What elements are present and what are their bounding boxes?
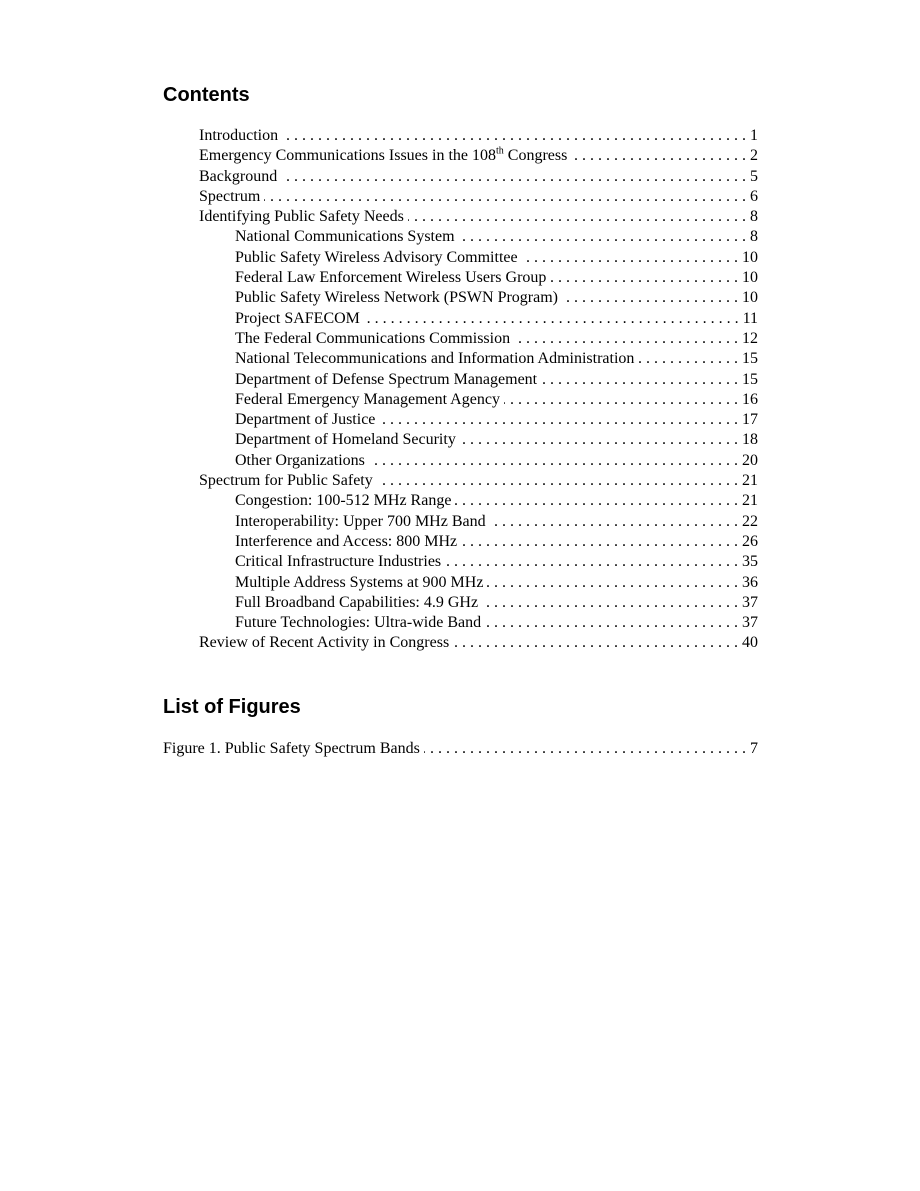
entry-page-number: 26 bbox=[742, 532, 758, 550]
entry-title: Review of Recent Activity in Congress bbox=[199, 634, 450, 652]
toc-entry[interactable] bbox=[163, 633, 758, 653]
entry-page-number: 15 bbox=[742, 370, 758, 388]
entry-title: Project SAFECOM bbox=[235, 309, 360, 327]
entry-page-number: 5 bbox=[750, 167, 758, 185]
list-of-figures-heading: List of Figures bbox=[163, 696, 301, 718]
entry-title: Department of Justice bbox=[235, 411, 376, 429]
entry-page-number: 21 bbox=[742, 472, 758, 490]
entry-title: Interference and Access: 800 MHz bbox=[235, 532, 458, 550]
entry-title: Interoperability: Upper 700 MHz Band bbox=[235, 512, 486, 530]
entry-title-text: Emergency Communications Issues in the 108 bbox=[199, 147, 496, 165]
entry-page-number: 16 bbox=[742, 390, 758, 408]
entry-page-number: 15 bbox=[742, 350, 758, 368]
toc-entry[interactable] bbox=[163, 593, 758, 613]
entry-title: Other Organizations bbox=[235, 451, 365, 469]
toc-entry[interactable] bbox=[163, 430, 758, 450]
toc-entry[interactable] bbox=[163, 370, 758, 390]
toc-entry[interactable] bbox=[163, 329, 758, 349]
entry-title: Federal Law Enforcement Wireless Users Group bbox=[235, 269, 547, 287]
toc-entry[interactable] bbox=[163, 410, 758, 430]
dot-leader bbox=[281, 167, 746, 187]
dot-leader bbox=[461, 532, 738, 552]
dot-leader bbox=[487, 573, 738, 593]
entry-page-number: 7 bbox=[750, 740, 758, 757]
toc-entry[interactable] bbox=[163, 552, 758, 572]
toc-entry[interactable] bbox=[163, 207, 758, 227]
entry-title: Background bbox=[199, 167, 278, 185]
entry-page-number: 8 bbox=[750, 208, 758, 226]
dot-leader bbox=[490, 512, 738, 532]
dot-leader bbox=[408, 207, 746, 227]
contents-heading: Contents bbox=[163, 84, 250, 106]
toc-entry[interactable] bbox=[163, 512, 758, 532]
dot-leader bbox=[514, 329, 738, 349]
entry-title-text: Congress bbox=[503, 147, 568, 165]
toc-entry[interactable] bbox=[163, 187, 758, 207]
entry-title: Critical Infrastructure Industries bbox=[235, 553, 442, 571]
entry-page-number: 11 bbox=[742, 309, 758, 327]
toc-entry[interactable] bbox=[163, 471, 758, 491]
entry-title: Multiple Address Systems at 900 MHz bbox=[235, 573, 484, 591]
entry-title-superscript: th bbox=[496, 145, 504, 157]
entry-title: Public Safety Wireless Advisory Committee bbox=[235, 248, 518, 266]
dot-leader bbox=[638, 349, 738, 369]
toc-entry[interactable] bbox=[163, 268, 758, 288]
entry-page-number: 2 bbox=[750, 147, 758, 165]
toc-entry[interactable] bbox=[163, 288, 758, 308]
dot-leader bbox=[460, 430, 738, 450]
dot-leader bbox=[482, 593, 738, 613]
toc-entry[interactable] bbox=[163, 227, 758, 247]
toc-entry[interactable] bbox=[163, 167, 758, 187]
dot-leader bbox=[424, 739, 746, 759]
entry-page-number: 20 bbox=[742, 451, 758, 469]
toc-entry[interactable] bbox=[163, 126, 758, 146]
toc-entry[interactable] bbox=[163, 248, 758, 268]
entry-title: Congestion: 100-512 MHz Range bbox=[235, 492, 452, 510]
dot-leader bbox=[379, 410, 738, 430]
entry-page-number: 35 bbox=[742, 553, 758, 571]
dot-leader bbox=[453, 633, 738, 653]
dot-leader bbox=[562, 288, 738, 308]
entry-title: Identifying Public Safety Needs bbox=[199, 208, 404, 226]
entry-page-number: 36 bbox=[742, 573, 758, 591]
toc-entry[interactable] bbox=[163, 573, 758, 593]
toc-entry[interactable] bbox=[163, 309, 758, 329]
entry-page-number: 8 bbox=[750, 228, 758, 246]
dot-leader bbox=[459, 227, 746, 247]
dot-leader bbox=[282, 126, 746, 146]
entry-title: Spectrum for Public Safety bbox=[199, 472, 373, 490]
dot-leader bbox=[264, 187, 746, 207]
dot-leader bbox=[445, 552, 738, 572]
entry-page-number: 40 bbox=[742, 634, 758, 652]
entry-page-number: 22 bbox=[742, 512, 758, 530]
entry-page-number: 10 bbox=[742, 248, 758, 266]
entry-page-number: 1 bbox=[750, 127, 758, 144]
entry-page-number: 37 bbox=[742, 614, 758, 632]
entry-title: Introduction bbox=[199, 127, 279, 144]
entry-page-number: 6 bbox=[750, 187, 758, 205]
entry-page-number: 10 bbox=[742, 269, 758, 287]
toc-entry[interactable] bbox=[163, 146, 758, 166]
entry-title: Department of Defense Spectrum Management bbox=[235, 370, 538, 388]
toc-entry[interactable] bbox=[163, 390, 758, 410]
toc-entry[interactable] bbox=[163, 613, 758, 633]
list-of-figures bbox=[163, 739, 758, 759]
entry-title: Figure 1. Public Safety Spectrum Bands bbox=[163, 740, 420, 757]
toc-entry[interactable] bbox=[163, 349, 758, 369]
entry-title: Full Broadband Capabilities: 4.9 GHz bbox=[235, 593, 479, 611]
dot-leader bbox=[369, 451, 738, 471]
entry-page-number: 10 bbox=[742, 289, 758, 307]
dot-leader bbox=[485, 613, 738, 633]
toc-entry[interactable] bbox=[163, 532, 758, 552]
entry-title: Public Safety Wireless Network (PSWN Program) bbox=[235, 289, 559, 307]
dot-leader bbox=[364, 309, 739, 329]
dot-leader bbox=[377, 471, 738, 491]
toc-entry[interactable] bbox=[163, 491, 758, 511]
entry-title: National Communications System bbox=[235, 228, 455, 246]
entry-page-number: 17 bbox=[742, 411, 758, 429]
entry-title: The Federal Communications Commission bbox=[235, 329, 511, 347]
entry-title: Department of Homeland Security bbox=[235, 431, 456, 449]
dot-leader bbox=[455, 491, 738, 511]
entry-page-number: 21 bbox=[742, 492, 758, 510]
dot-leader bbox=[504, 390, 738, 410]
entry-title: Future Technologies: Ultra-wide Band bbox=[235, 614, 482, 632]
entry-page-number: 12 bbox=[742, 329, 758, 347]
entry-title bbox=[199, 146, 571, 166]
dot-leader bbox=[550, 268, 738, 288]
entry-page-number: 18 bbox=[742, 431, 758, 449]
dot-leader bbox=[522, 248, 738, 268]
dot-leader bbox=[541, 370, 738, 390]
figure-entry[interactable] bbox=[163, 739, 758, 759]
entry-title: Federal Emergency Management Agency bbox=[235, 390, 500, 408]
dot-leader bbox=[571, 146, 746, 166]
entry-title: Spectrum bbox=[199, 187, 261, 205]
toc-entry[interactable] bbox=[163, 451, 758, 471]
entry-title: National Telecommunications and Information Administration bbox=[235, 350, 635, 368]
table-of-contents bbox=[163, 126, 758, 654]
entry-page-number: 37 bbox=[742, 593, 758, 611]
